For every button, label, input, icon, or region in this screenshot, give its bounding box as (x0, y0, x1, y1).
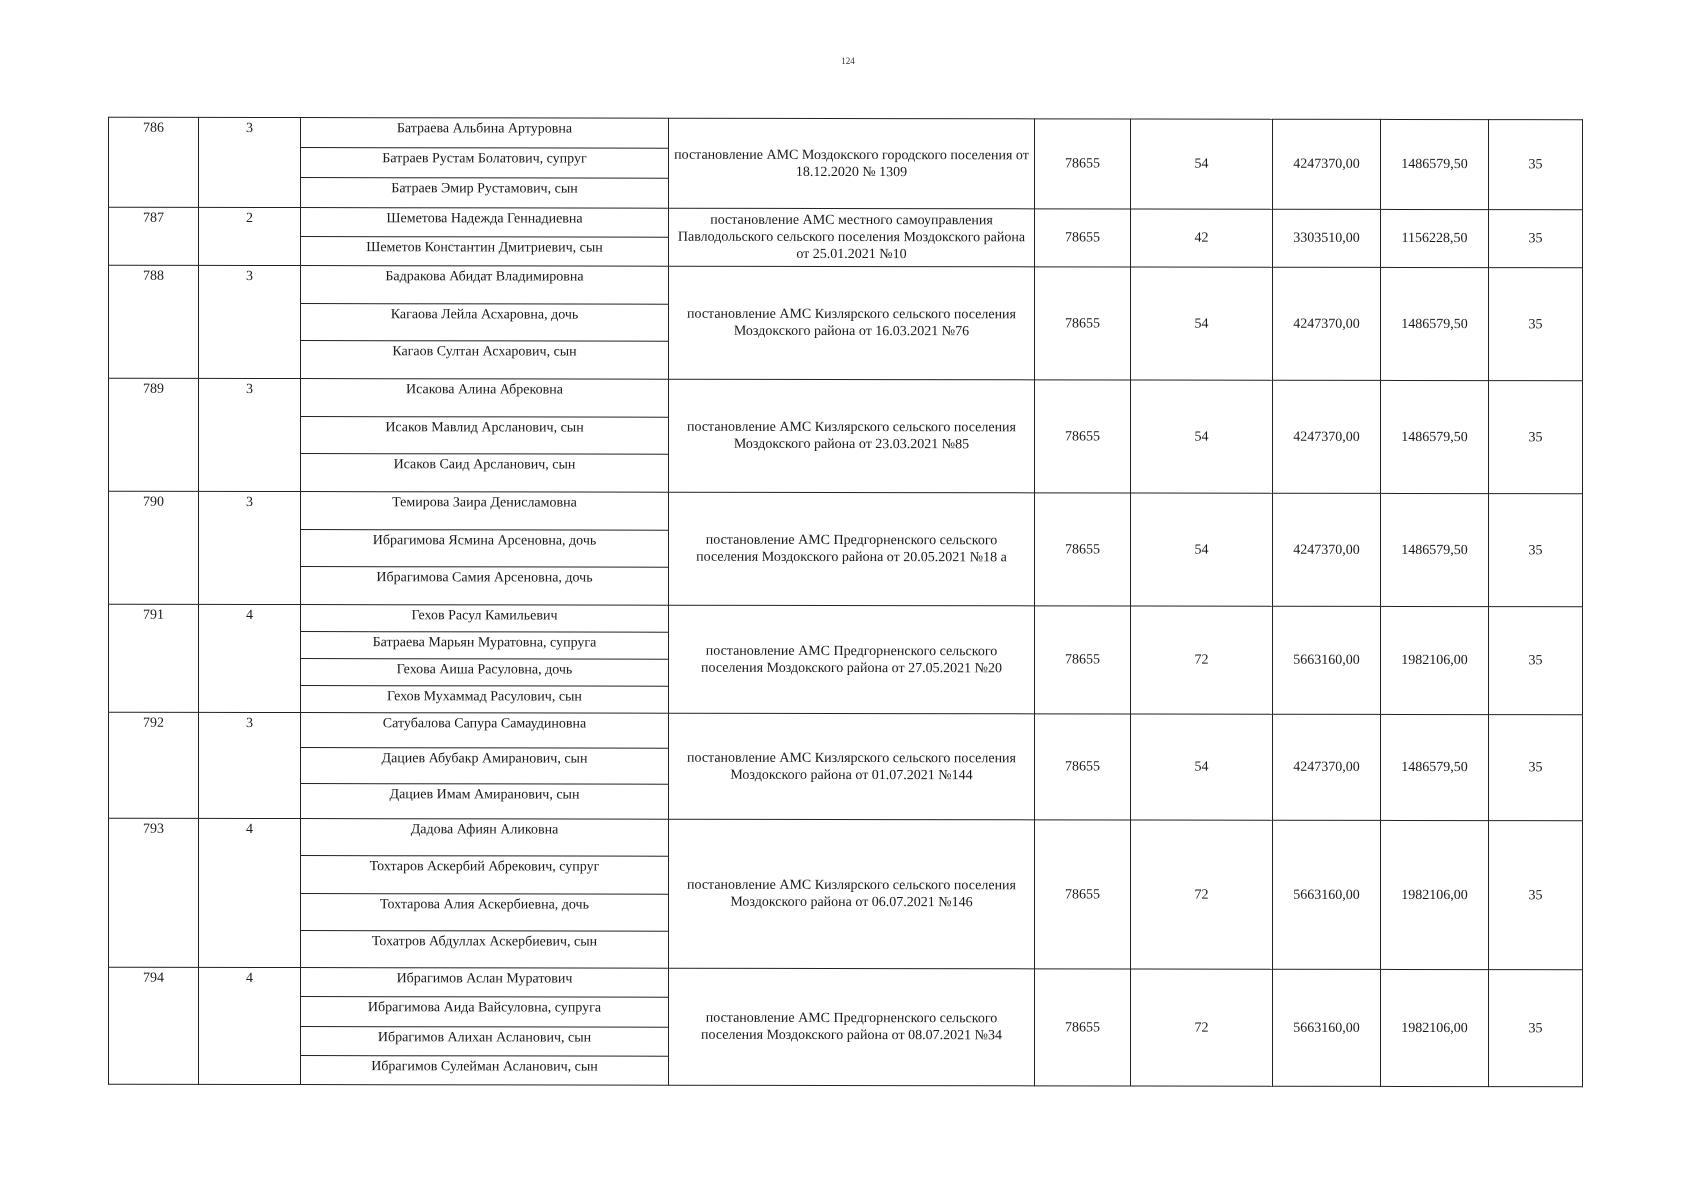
table-row (109, 818, 1583, 970)
family-member: Исаков Саид Арсланович, сын (393, 457, 576, 473)
family-member: Ибрагимова Ясмина Арсеновна, дочь (301, 530, 668, 568)
family-size: 3 (199, 712, 301, 818)
family-size: 4 (199, 818, 301, 967)
subsidy-percent: 35 (1489, 970, 1583, 1087)
price-per-m2: 78655 (1035, 820, 1131, 969)
subsidy-amount: 1982106,00 (1381, 606, 1489, 714)
subsidy-percent: 35 (1489, 381, 1583, 494)
family-members (301, 492, 669, 606)
table-row (109, 712, 1583, 821)
total-cost: 5663160,00 (1273, 820, 1381, 969)
subsidy-percent: 35 (1489, 821, 1583, 970)
area: 54 (1131, 267, 1273, 380)
total-cost: 5663160,00 (1273, 969, 1381, 1086)
family-member: Батраева Альбина Артуровна (301, 118, 668, 149)
price-per-m2: 78655 (1035, 209, 1131, 267)
subsidy-amount: 1982106,00 (1381, 820, 1489, 969)
table-row (109, 117, 1583, 210)
row-number: 790 (109, 491, 199, 604)
row-number: 791 (109, 604, 199, 712)
row-number: 788 (109, 265, 199, 378)
family-member: Шеметова Надежда Геннадиевна (301, 208, 668, 238)
resolution-document: постановление АМС Моздокского городского поселения от 18.12.2020 № 1309 (669, 118, 1035, 209)
family-size: 2 (199, 207, 301, 265)
total-cost: 4247370,00 (1273, 380, 1381, 493)
family-members (301, 379, 669, 493)
family-members-list (301, 118, 668, 208)
subsidy-percent: 35 (1489, 268, 1583, 381)
family-member: Гехова Аиша Расуловна, дочь (301, 659, 668, 687)
family-member: Темирова Заира Денисламовна (301, 492, 668, 530)
resolution-document: постановление АМС Кизлярского сельского поселения Моздокского района от 01.07.2021 №144 (669, 713, 1035, 820)
family-size: 3 (199, 378, 301, 491)
price-per-m2: 78655 (1035, 119, 1131, 209)
price-per-m2: 78655 (1035, 267, 1131, 380)
price-per-m2: 78655 (1035, 714, 1131, 820)
resolution-document: постановление АМС Кизлярского сельского поселения Моздокского района от 16.03.2021 №76 (669, 266, 1035, 380)
family-member: Исакова Алина Абрековна (301, 379, 668, 417)
family-members-list (301, 605, 668, 713)
family-size: 3 (199, 491, 301, 604)
row-number: 793 (109, 818, 199, 967)
row-number: 789 (109, 378, 199, 491)
family-member: Сатубалова Сапура Самаудиновна (301, 713, 668, 749)
family-member: Ибрагимов Сулейман Асланович, сын (371, 1058, 598, 1075)
total-cost: 4247370,00 (1273, 714, 1381, 820)
price-per-m2: 78655 (1035, 969, 1131, 1086)
area: 72 (1131, 969, 1273, 1086)
family-member: Батраева Марьян Муратовна, супруга (301, 632, 668, 660)
family-member: Дациев Абубакр Амиранович, сын (301, 748, 668, 784)
family-members-list (301, 266, 668, 379)
family-member: Ибрагимова Аида Вайсуловна, супруга (301, 997, 668, 1027)
subsidy-amount: 1486579,50 (1381, 380, 1489, 493)
table-row (109, 207, 1583, 268)
table-row (109, 967, 1583, 1087)
row-number: 787 (109, 207, 199, 265)
family-members-list (301, 819, 668, 968)
area: 72 (1131, 820, 1273, 969)
table-row (109, 604, 1583, 715)
table-row (109, 491, 1583, 607)
resolution-document: постановление АМС Кизлярского сельского поселения Моздокского района от 06.07.2021 №146 (669, 819, 1035, 969)
family-member: Дациев Имам Амиранович, сын (389, 786, 580, 803)
subsidy-amount: 1486579,50 (1381, 267, 1489, 380)
family-member: Исаков Мавлид Арсланович, сын (301, 417, 668, 455)
subsidy-amount: 1486579,50 (1381, 493, 1489, 606)
registry-table (108, 117, 1583, 1088)
table-row (109, 378, 1583, 494)
family-members (301, 605, 669, 714)
family-member: Ибрагимова Самия Арсеновна, дочь (376, 570, 593, 586)
family-members-list (301, 492, 668, 605)
family-member: Кагаов Султан Асхарович, сын (392, 344, 577, 360)
table-row (109, 265, 1583, 381)
price-per-m2: 78655 (1035, 380, 1131, 493)
family-member: Тохтарова Алия Аскербиевна, дочь (301, 894, 668, 932)
area: 54 (1131, 380, 1273, 493)
total-cost: 4247370,00 (1273, 267, 1381, 380)
subsidy-percent: 35 (1489, 210, 1583, 268)
subsidy-amount: 1486579,50 (1381, 714, 1489, 820)
family-member: Тохтаров Аскербий Абрекович, супруг (301, 856, 668, 894)
family-members (301, 968, 669, 1086)
family-member: Батраев Эмир Рустамович, сын (391, 181, 578, 197)
family-members (301, 118, 669, 209)
subsidy-percent: 35 (1489, 494, 1583, 607)
resolution-document: постановление АМС Предгорненского сельского поселения Моздокского района от 27.05.2021 №20 (669, 605, 1035, 714)
family-size: 4 (199, 604, 301, 712)
family-member: Тохатров Абдуллах Аскербиевич, сын (371, 933, 598, 950)
family-members (301, 266, 669, 380)
area: 42 (1131, 209, 1273, 267)
area: 54 (1131, 119, 1273, 209)
family-member: Батраев Рустам Болатович, супруг (301, 148, 668, 179)
row-number: 794 (109, 967, 199, 1084)
area: 72 (1131, 606, 1273, 714)
resolution-document: постановление АМС Предгорненского сельского поселения Моздокского района от 20.05.2021 №18 а (669, 492, 1035, 606)
family-member: Дадова Афиян Аликовна (301, 819, 668, 857)
family-size: 3 (199, 265, 301, 378)
subsidy-amount: 1982106,00 (1381, 969, 1489, 1086)
family-size: 4 (199, 967, 301, 1084)
family-members-list (301, 379, 668, 492)
resolution-document: постановление АМС Предгорненского сельского поселения Моздокского района от 08.07.2021 №34 (669, 968, 1035, 1086)
subsidy-percent: 35 (1489, 607, 1583, 715)
family-member: Ибрагимов Аслан Муратович (301, 968, 668, 998)
row-number: 792 (109, 712, 199, 818)
page-number: 124 (841, 56, 855, 66)
resolution-document: постановление АМС местного самоуправления Павлодольского сельского поселения Моздокского района от 25.01.2021 №10 (669, 208, 1035, 267)
total-cost: 3303510,00 (1273, 209, 1381, 267)
family-members-list (301, 968, 668, 1085)
area: 54 (1131, 493, 1273, 606)
row-number: 786 (109, 117, 199, 207)
total-cost: 4247370,00 (1273, 119, 1381, 209)
family-member: Гехов Расул Камильевич (301, 605, 668, 633)
family-members (301, 713, 669, 820)
family-member: Шеметов Константин Дмитриевич, сын (366, 240, 603, 256)
subsidy-percent: 35 (1489, 715, 1583, 821)
family-member: Бадракова Абидат Владимировна (301, 266, 668, 304)
family-member: Ибрагимов Алихан Асланович, сын (301, 1027, 668, 1057)
family-members-list (301, 713, 668, 819)
area: 54 (1131, 714, 1273, 820)
resolution-document: постановление АМС Кизлярского сельского поселения Моздокского района от 23.03.2021 №85 (669, 379, 1035, 493)
total-cost: 4247370,00 (1273, 493, 1381, 606)
family-members (301, 819, 669, 969)
registry-rows (109, 117, 1583, 1087)
subsidy-amount: 1486579,50 (1381, 119, 1489, 209)
family-size: 3 (199, 117, 301, 207)
price-per-m2: 78655 (1035, 493, 1131, 606)
subsidy-amount: 1156228,50 (1381, 209, 1489, 267)
family-members-list (301, 208, 668, 266)
family-members (301, 208, 669, 267)
price-per-m2: 78655 (1035, 606, 1131, 714)
family-member: Кагаова Лейла Асхаровна, дочь (301, 304, 668, 342)
subsidy-percent: 35 (1489, 120, 1583, 210)
total-cost: 5663160,00 (1273, 606, 1381, 714)
family-member: Гехов Мухаммад Расулович, сын (387, 689, 582, 705)
